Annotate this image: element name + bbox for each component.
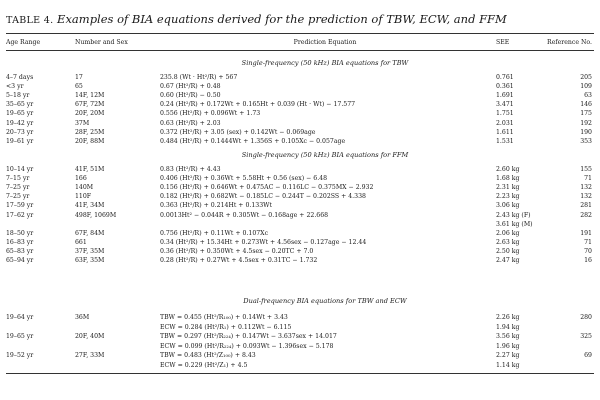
table-title: Examples of BIA equations derived for the prediction of TBW, ECW, and FFM (57, 12, 507, 26)
row-equation: ECW = 0.284 (Ht²/R₁) + 0.112Wt − 6.115 (160, 323, 292, 331)
row-see: 1.751 (496, 110, 514, 118)
row-see: 2.31 kg (496, 184, 520, 192)
row-age: 7–15 yr (6, 175, 30, 183)
row-age: 65–83 yr (6, 247, 34, 255)
row-age: 10–14 yr (6, 166, 34, 173)
section-title-text: Single-frequency (50 kHz) BIA equations for TBW (241, 59, 409, 67)
header-rule (6, 50, 594, 51)
top-rule (6, 33, 594, 34)
row-see: 3.61 kg (M) (496, 220, 533, 228)
row-reference: 132 (580, 193, 592, 201)
row-number-sex: 41F, 34M (75, 202, 105, 210)
row-number-sex: 65 (75, 83, 83, 91)
row-equation: 0.24 (Ht²/R) + 0.172Wt + 0.165Ht + 0.039 (Ht · Wt) − 17.577 (160, 101, 356, 109)
row-number-sex: 28F, 25M (75, 128, 105, 136)
row-age: 5–18 yr (6, 92, 30, 100)
row-equation: 0.556 (Ht²/R) + 0.096Wt + 1.73 (160, 110, 261, 118)
header-see: SEE (496, 39, 510, 46)
row-equation: 0.484 (Ht²/R) + 0.1444Wt + 1.356S + 0.105Xc − 0.057age (160, 137, 346, 145)
row-age: 20–73 yr (6, 128, 34, 136)
row-number-sex: 14F, 12M (75, 92, 105, 100)
row-see: 1.691 (496, 92, 514, 100)
row-see: 3.06 kg (496, 202, 520, 210)
row-number-sex: 166 (75, 175, 87, 183)
header-number-sex: Number and Sex (75, 39, 128, 46)
row-see: 2.47 kg (496, 257, 520, 264)
row-number-sex: 661 (75, 238, 87, 246)
header-reference: Reference No. (547, 39, 592, 46)
row-see: 2.06 kg (496, 229, 520, 237)
row-reference: 192 (580, 119, 592, 127)
row-equation: TBW = 0.297 (Ht²/R₂₂₄) + 0.147Wt − 3.637sex + 14.017 (160, 333, 337, 341)
row-equation: ECW = 0.229 (Ht²/Z₁) + 4.5 (160, 362, 248, 369)
row-number-sex: 20F, 20M (75, 110, 105, 118)
row-age: 16–83 yr (6, 238, 34, 246)
row-reference: 191 (580, 229, 592, 237)
row-equation: 0.34 (Ht²/R) + 15.34Ht + 0.273Wt + 4.56sex − 0.127age − 12.44 (160, 238, 367, 246)
row-reference: 282 (580, 211, 592, 219)
row-equation: 0.156 (Ht²/R) + 0.646Wt + 0.475AC − 0.116LC − 0.375MX − 2.932 (160, 184, 374, 192)
row-number-sex: 17 (75, 74, 83, 81)
row-age: 17–62 yr (6, 211, 34, 219)
row-equation: 0.756 (Ht²/R) + 0.11Wt + 0.107Xc (160, 229, 269, 237)
row-number-sex: 67F, 84M (75, 229, 105, 237)
row-age: 35–65 yr (6, 101, 34, 109)
row-see: 2.27 kg (496, 352, 520, 360)
row-reference: 190 (580, 128, 592, 136)
row-age: 19–65 yr (6, 110, 34, 118)
row-equation: 0.83 (Ht²/R) + 4.43 (160, 166, 221, 173)
row-age: 7–25 yr (6, 193, 30, 201)
row-equation: 0.406 (Ht²/R) + 0.36Wt + 5.58Ht + 0.56 (sex) − 6.48 (160, 175, 328, 183)
header-equation: Prediction Equation (293, 39, 357, 46)
row-age: 19–61 yr (6, 137, 34, 145)
row-number-sex: 37F, 35M (75, 247, 105, 255)
header-age: Age Range (6, 39, 41, 46)
row-number-sex: 20F, 40M (75, 333, 105, 341)
row-age: 17–59 yr (6, 202, 34, 210)
row-see: 1.94 kg (496, 323, 520, 331)
row-number-sex: 36M (75, 314, 90, 321)
row-reference: 325 (580, 333, 592, 341)
row-see: 1.68 kg (496, 175, 520, 183)
row-number-sex: 41F, 51M (75, 166, 105, 173)
row-reference: 280 (580, 314, 592, 321)
row-see: 3.471 (496, 101, 514, 109)
row-age: 19–65 yr (6, 333, 34, 341)
row-age: 19–64 yr (6, 314, 34, 321)
row-number-sex: 37M (75, 119, 90, 127)
row-age: 18–50 yr (6, 229, 34, 237)
row-equation: 0.36 (Ht²/R) + 0.350Wt + 4.5sex − 0.20TC + 7.0 (160, 247, 314, 255)
row-see: 2.43 kg (F) (496, 211, 531, 219)
row-reference: 205 (580, 74, 592, 81)
row-reference: 16 (584, 257, 592, 264)
row-equation: 0.182 (Ht²/R) + 0.682Wt − 0.185LC − 0.244T − 0.202SS + 4.338 (160, 193, 366, 201)
row-see: 3.56 kg (496, 333, 520, 341)
row-age: <3 yr (6, 83, 24, 91)
row-equation: 0.60 (Ht²/R) − 0.50 (160, 92, 221, 100)
row-reference: 70 (584, 247, 592, 255)
row-see: 2.23 kg (496, 193, 520, 201)
row-see: 2.50 kg (496, 247, 520, 255)
section-title-text: Single-frequency (50 kHz) BIA equations for FFM (241, 151, 409, 159)
table-caption (6, 12, 594, 26)
section-title-text: Dual-frequency BIA equations for TBW and ECW (243, 297, 407, 305)
row-reference: 155 (580, 166, 592, 173)
row-number-sex: 67F, 72M (75, 101, 105, 109)
row-see: 1.611 (496, 128, 514, 136)
row-equation: 0.363 (Ht²/R) + 0.214Ht + 0.133Wt (160, 202, 273, 210)
row-number-sex: 20F, 88M (75, 137, 105, 145)
row-see: 1.14 kg (496, 362, 520, 369)
row-see: 2.63 kg (496, 238, 520, 246)
row-equation: 0.63 (Ht²/R) + 2.03 (160, 119, 221, 127)
row-reference: 146 (580, 101, 592, 109)
row-reference: 281 (580, 202, 592, 210)
row-equation: TBW = 0.483 (Ht²/Z₁₀₀) + 8.43 (160, 352, 256, 360)
row-see: 2.60 kg (496, 166, 520, 173)
row-reference: 63 (584, 92, 592, 100)
row-see: 2.26 kg (496, 314, 520, 321)
row-age: 7–25 yr (6, 184, 30, 192)
row-number-sex: 63F, 35M (75, 257, 105, 264)
row-number-sex: 110F (75, 193, 92, 201)
row-see: 0.361 (496, 83, 514, 91)
row-number-sex: 498F, 1069M (75, 211, 117, 219)
row-see: 1.531 (496, 137, 514, 145)
row-equation: 0.28 (Ht²/R) + 0.27Wt + 4.5sex + 0.31TC − 1.732 (160, 257, 318, 264)
row-number-sex: 140M (75, 184, 94, 192)
row-reference: 71 (584, 238, 592, 246)
row-equation: ECW = 0.099 (Ht²/R₂₂₄) + 0.093Wt − 1.396sex − 5.178 (160, 342, 334, 350)
row-number-sex: 27F, 33M (75, 352, 105, 360)
row-age: 19–52 yr (6, 352, 34, 360)
table-label: TABLE 4. (6, 15, 54, 26)
row-equation: 0.372 (Ht²/R) + 3.05 (sex) + 0.142Wt − 0.069age (160, 128, 316, 136)
row-age: 4–7 days (6, 74, 34, 81)
row-reference: 132 (580, 184, 592, 192)
row-reference: 69 (584, 352, 592, 360)
row-see: 0.761 (496, 74, 514, 81)
row-reference: 71 (584, 175, 592, 183)
row-equation: 235.8 (Wt · Ht²/R) + 567 (160, 74, 238, 81)
row-reference: 175 (580, 110, 592, 118)
row-age: 19–42 yr (6, 119, 34, 127)
row-age: 65–94 yr (6, 257, 34, 264)
row-reference: 353 (580, 137, 592, 145)
row-equation: 0.0013Ht² − 0.044R + 0.305Wt − 0.168age + 22.668 (160, 211, 329, 219)
row-reference: 109 (580, 83, 592, 91)
bottom-rule (6, 373, 594, 374)
row-equation: TBW = 0.455 (Ht²/R₁₀₀) + 0.14Wt + 3.43 (160, 314, 288, 321)
row-see: 1.96 kg (496, 342, 520, 350)
row-see: 2.031 (496, 119, 514, 127)
row-equation: 0.67 (Ht²/R) + 0.48 (160, 83, 221, 91)
